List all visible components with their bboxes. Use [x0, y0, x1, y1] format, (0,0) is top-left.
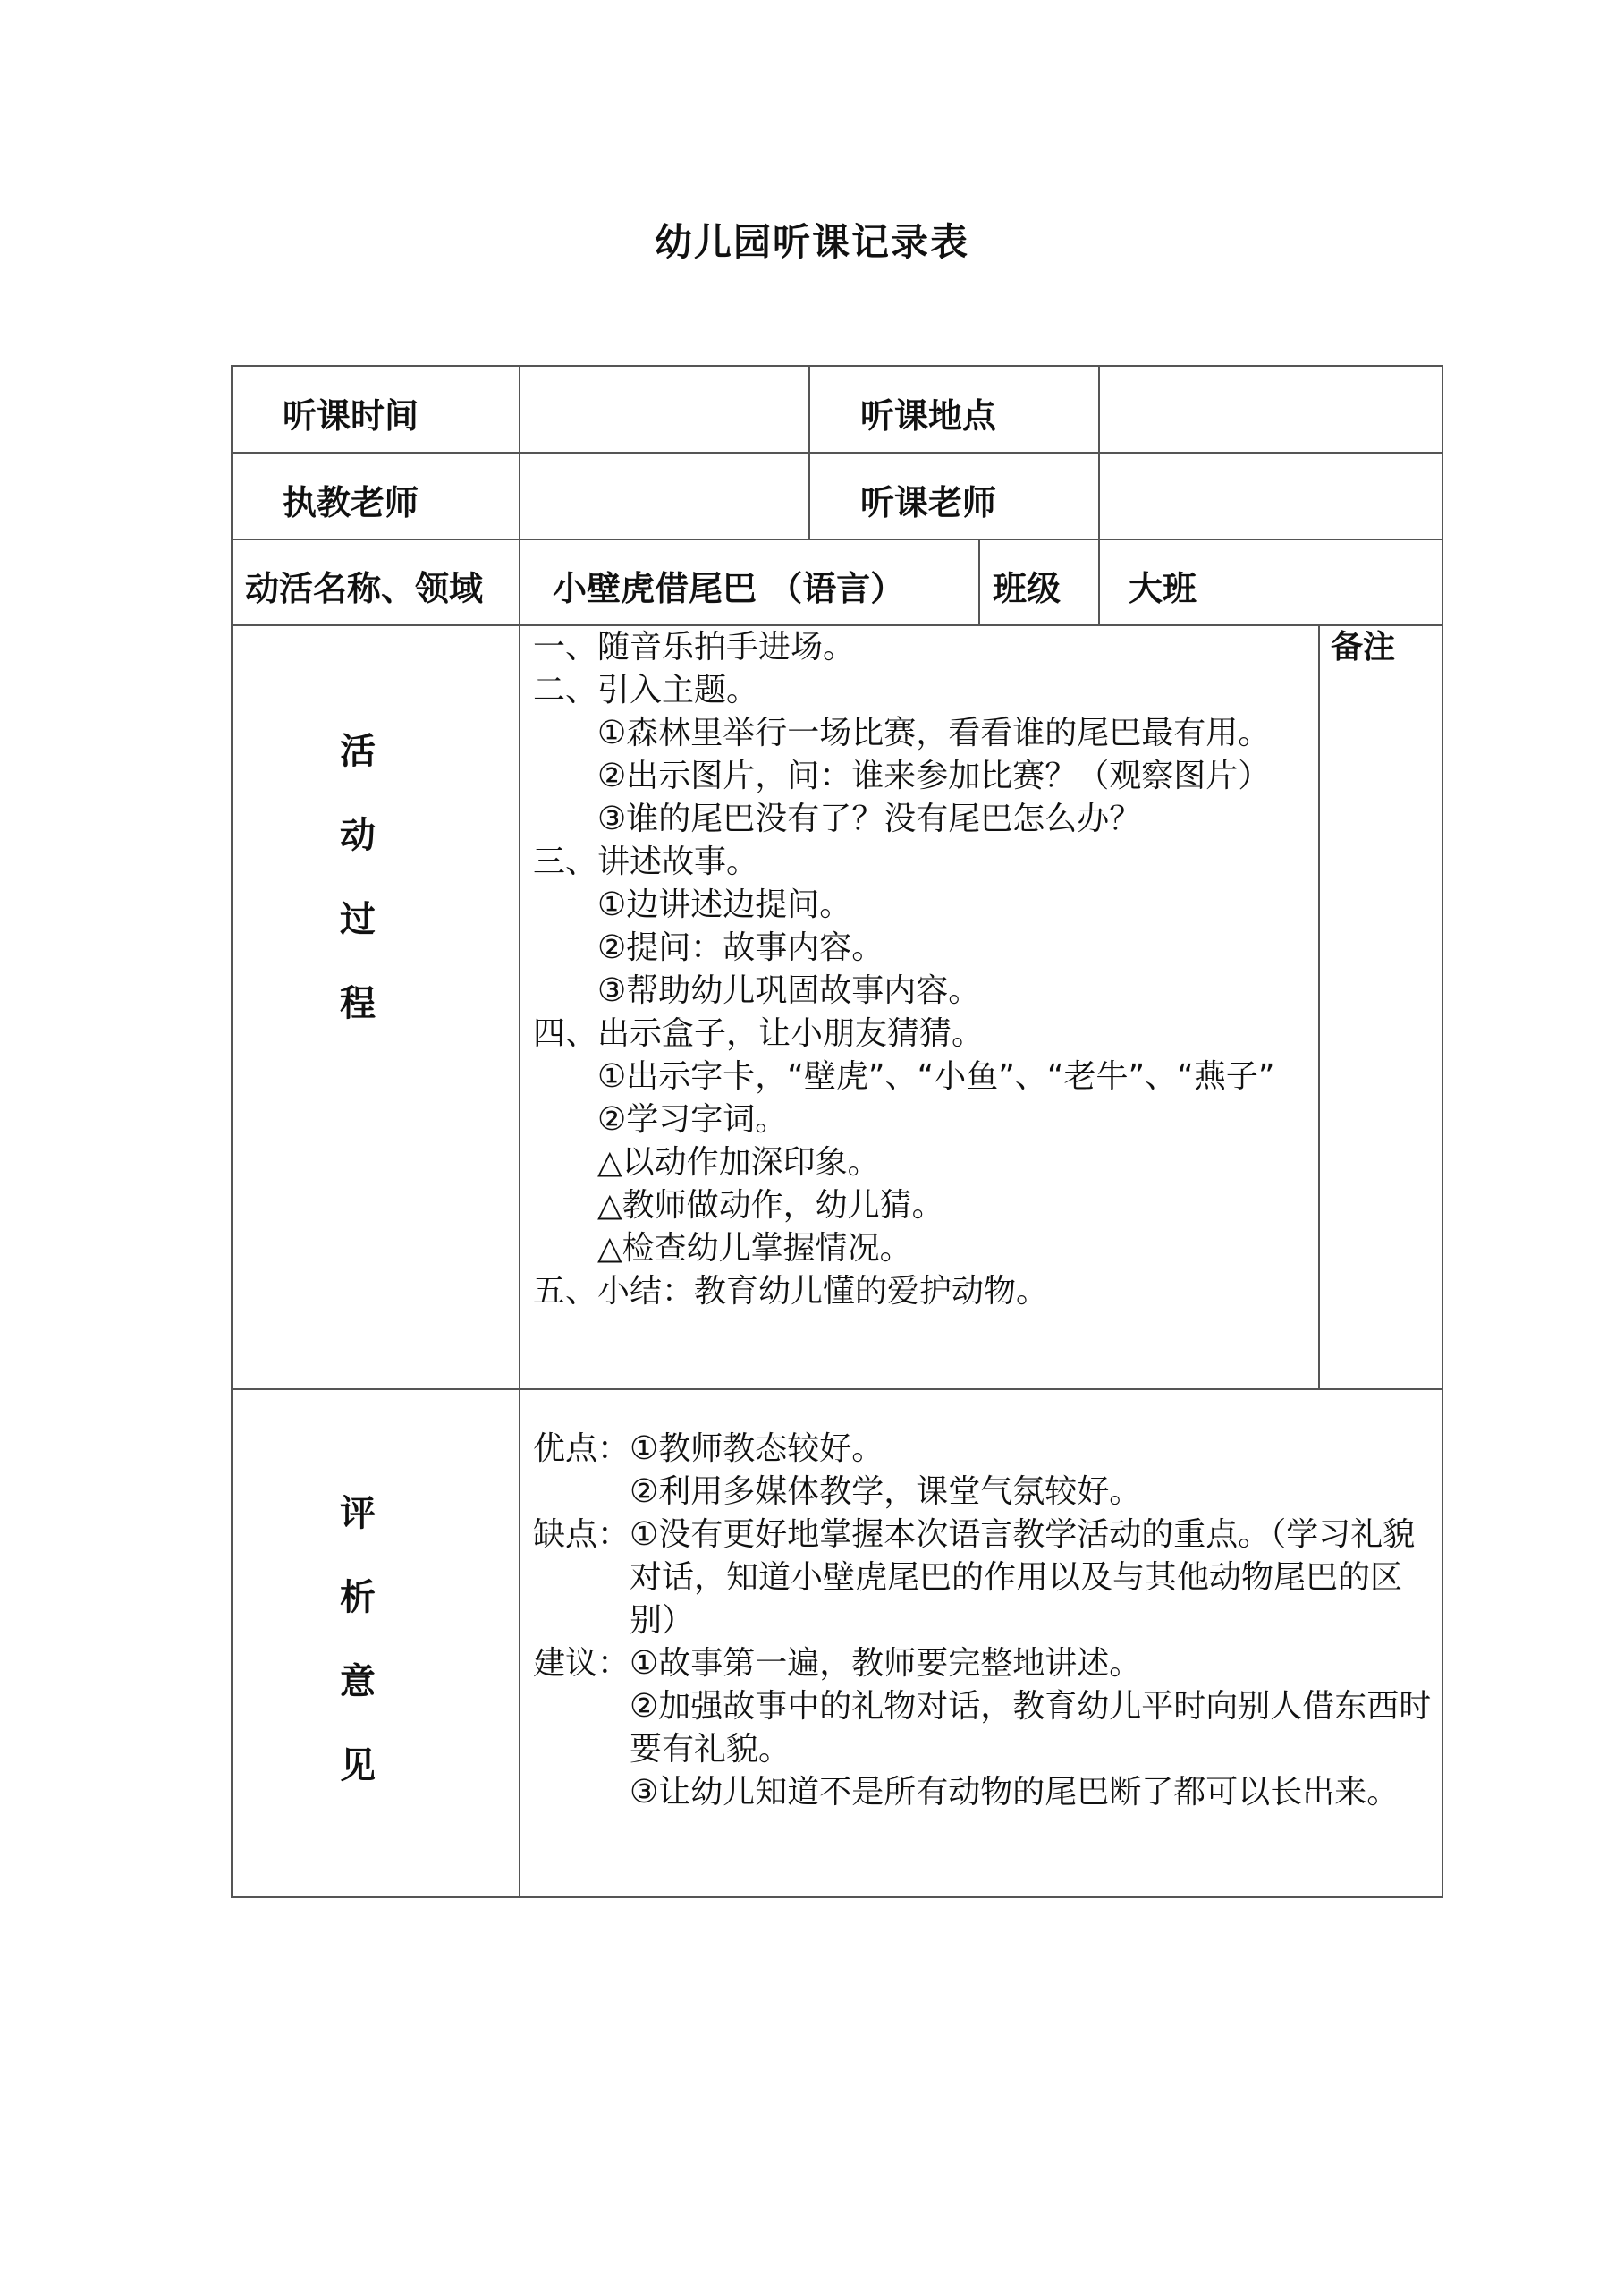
- evaluation-content: [533, 1428, 1431, 1814]
- evaluation-line: 别）: [533, 1602, 695, 1639]
- process-line: △检查幼儿掌握情况。: [533, 1230, 912, 1267]
- process-label-char: 过: [340, 899, 376, 940]
- process-label-char: 动: [340, 815, 376, 856]
- column-divider: [1318, 624, 1320, 1388]
- row-divider: [231, 452, 1443, 454]
- process-line: 四、出示盒子，让小朋友猜猜。: [533, 1015, 985, 1052]
- process-line: ②提问：故事内容。: [533, 929, 884, 966]
- evaluation-label-char: 意: [340, 1661, 376, 1702]
- process-line: 二、引入主题。: [533, 672, 759, 708]
- evaluation-line: 优点：①教师教态较好。: [533, 1430, 884, 1467]
- process-line: ①边讲述边提问。: [533, 886, 852, 923]
- process-line: ②出示图片，问：谁来参加比赛？（观察图片）: [533, 758, 1271, 794]
- process-line: ①森林里举行一场比赛，看看谁的尾巴最有用。: [533, 715, 1271, 751]
- class-value: 大班: [1129, 569, 1197, 608]
- column-divider: [808, 365, 810, 539]
- evaluation-line: 建议：①故事第一遍，教师要完整地讲述。: [533, 1645, 1142, 1682]
- process-line: △以动作加深印象。: [533, 1144, 880, 1181]
- evaluation-line: ②加强故事中的礼物对话，教育幼儿平时向别人借东西时: [533, 1688, 1432, 1725]
- evaluation-line: 要有礼貌。: [533, 1731, 791, 1768]
- remarks-label: 备注: [1331, 629, 1396, 666]
- activity-name-label: 动活名称、领域: [245, 569, 484, 608]
- process-line: ③帮助幼儿巩固故事内容。: [533, 972, 981, 1009]
- teaching-teacher-label: 执教老师: [283, 483, 419, 522]
- column-divider: [1098, 365, 1100, 624]
- page-title: 幼儿园听课记录表: [654, 220, 969, 264]
- process-content: [533, 626, 1274, 1313]
- observer-teacher-label: 听课老师: [860, 483, 997, 522]
- evaluation-label-char: 析: [340, 1577, 376, 1618]
- column-divider: [519, 365, 520, 1898]
- row-divider: [231, 1388, 1443, 1390]
- listen-time-label: 听课时间: [283, 396, 419, 436]
- row-divider: [231, 539, 1443, 540]
- process-line: ①出示字卡，“壁虎”、“小鱼”、“老牛”、“燕子”: [533, 1058, 1275, 1095]
- process-label-char: 活: [340, 731, 376, 772]
- process-line: △教师做动作，幼儿猜。: [533, 1187, 944, 1224]
- process-line: 五、小结：教育幼儿懂的爱护动物。: [533, 1273, 1049, 1310]
- process-line: 三、讲述故事。: [533, 844, 759, 880]
- process-line: ③谁的尾巴没有了？没有尾巴怎么办？: [533, 801, 1142, 837]
- evaluation-label: [322, 1485, 393, 1821]
- evaluation-label-char: 评: [340, 1493, 376, 1534]
- evaluation-line: 缺点：①没有更好地掌握本次语言教学活动的重点。（学习礼貌: [533, 1516, 1416, 1553]
- listen-place-label: 听课地点: [860, 396, 997, 436]
- class-label: 班级: [993, 569, 1062, 608]
- evaluation-line: ②利用多媒体教学，课堂气氛较好。: [533, 1473, 1142, 1510]
- column-divider: [978, 539, 980, 624]
- process-line: 一、随音乐拍手进场。: [533, 629, 856, 666]
- activity-name-value: 小壁虎借尾巴 （语言）: [553, 569, 905, 608]
- evaluation-line: ③让幼儿知道不是所有动物的尾巴断了都可以长出来。: [533, 1774, 1400, 1811]
- evaluation-label-char: 见: [340, 1745, 376, 1786]
- process-line: ②学习字词。: [533, 1101, 788, 1138]
- process-label-char: 程: [340, 983, 376, 1024]
- process-label: [322, 723, 393, 1059]
- evaluation-line: 对话，知道小壁虎尾巴的作用以及与其他动物尾巴的区: [533, 1559, 1403, 1596]
